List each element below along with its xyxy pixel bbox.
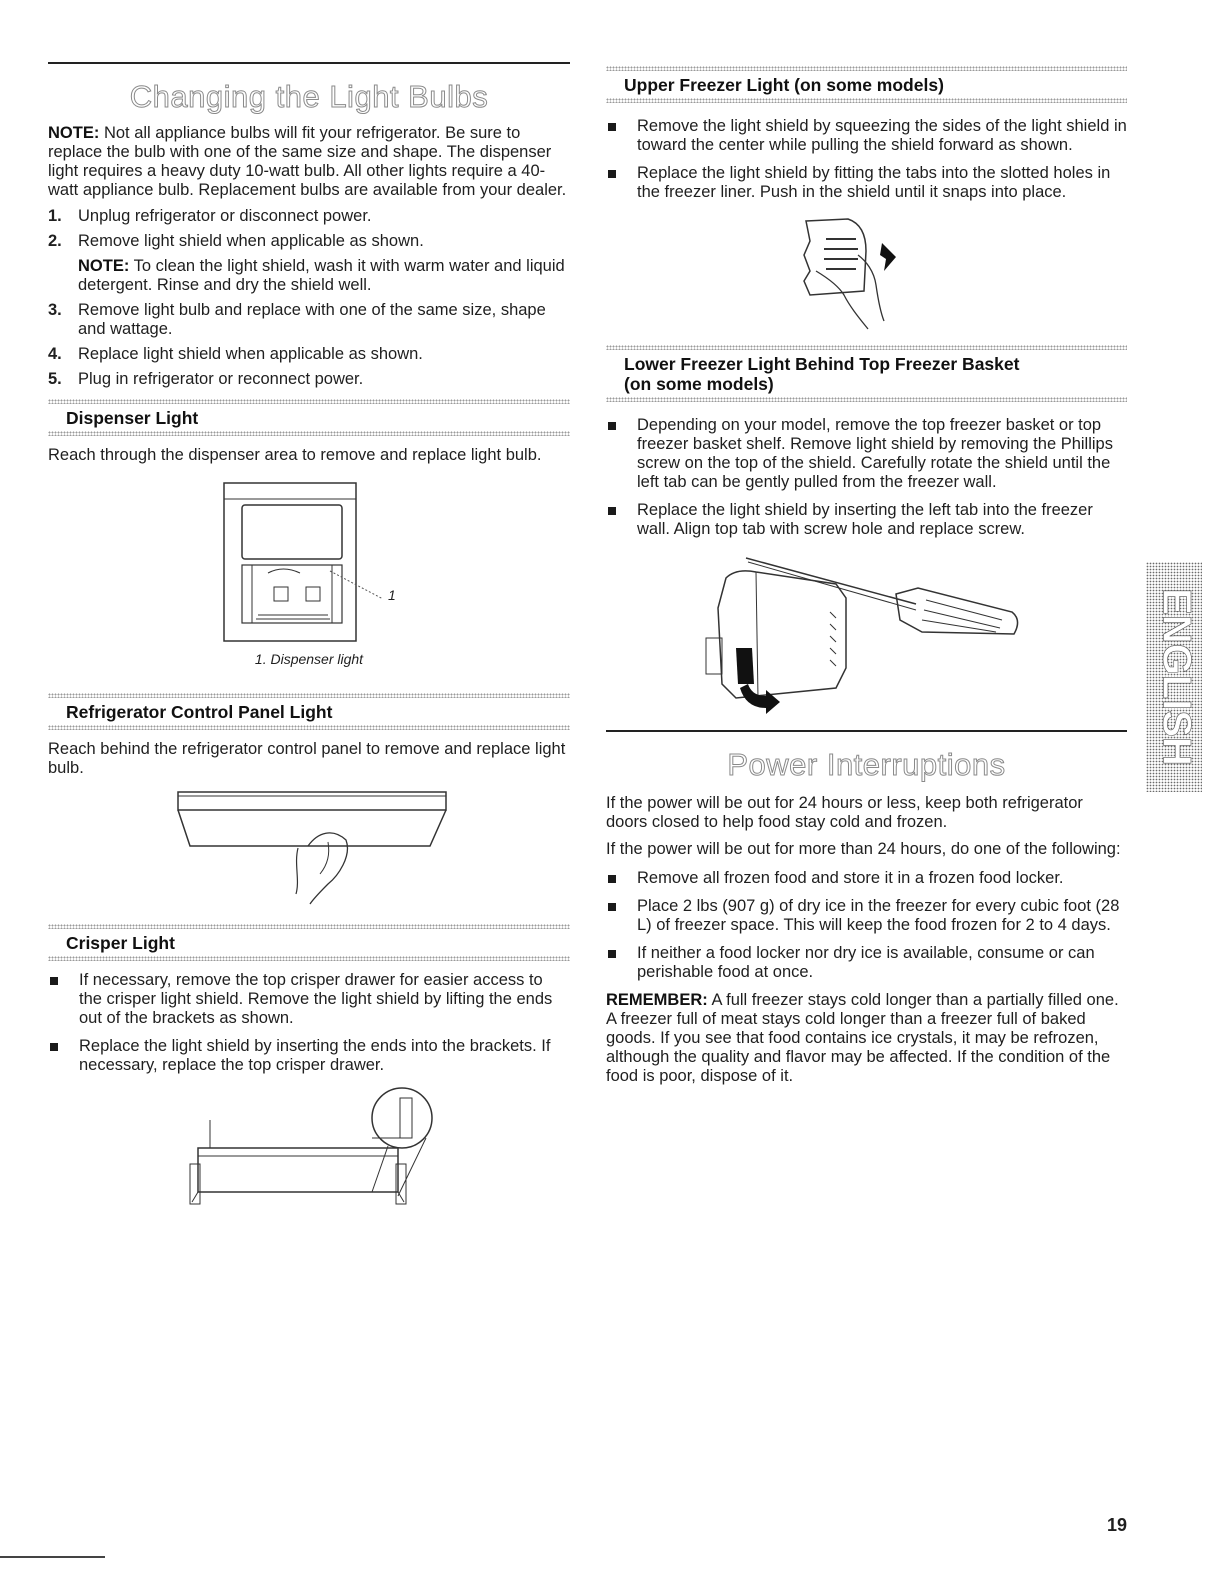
lower-freezer-bullets	[606, 416, 1127, 539]
bullet-text: Remove the light shield by squeezing the sides of the light shield in toward the center while pulling the shield forward as shown.	[637, 117, 1127, 154]
step-item	[48, 345, 570, 364]
section-rule	[48, 62, 570, 64]
bullet-item	[606, 897, 1127, 935]
bullet-text: Depending on your model, remove the top freezer basket or top freezer basket shelf. Remove light shield by removing the Phillips screw on the top of the shield. Carefully rotate the shield until the left tab can be gently pulled from the freezer wall.	[637, 416, 1113, 491]
crisper-light-title: Crisper Light	[66, 933, 175, 953]
bullet-square-icon	[606, 416, 637, 492]
power-bullets	[606, 869, 1127, 982]
dotted-rule	[48, 431, 570, 436]
right-column	[606, 66, 1127, 1086]
crisper-light-header	[48, 924, 570, 961]
step-note-text: To clean the light shield, wash it with warm water and liquid detergent. Rinse and dry the shield well.	[78, 257, 565, 294]
remember-label: REMEMBER:	[606, 991, 708, 1009]
title-line: (on some models)	[624, 374, 774, 394]
bullet-text: Replace the light shield by inserting the left tab into the freezer wall. Align top tab with screw hole and replace screw.	[637, 501, 1093, 538]
note-label: NOTE:	[48, 124, 100, 142]
bullet-text: Place 2 lbs (907 g) of dry ice in the freezer for every cubic foot (28 L) of freezer space. This will keep the food frozen for 2 to 4 days.	[637, 897, 1120, 934]
step-text: Replace light shield when applicable as shown.	[78, 345, 423, 363]
upper-freezer-illustration	[786, 211, 986, 335]
bullet-square-icon	[606, 869, 637, 888]
control-panel-diagram	[168, 784, 468, 912]
steps-list	[48, 207, 570, 251]
upper-freezer-bullets	[606, 117, 1127, 202]
bullet-item	[606, 164, 1127, 202]
step-item	[48, 207, 570, 226]
bullet-item	[606, 416, 1127, 492]
upper-freezer-diagram	[786, 211, 986, 335]
callout-number: 1	[388, 587, 396, 603]
bullet-square-icon	[48, 971, 79, 1028]
bullet-square-icon	[606, 944, 637, 982]
left-column	[48, 62, 570, 1214]
step-item	[48, 232, 570, 251]
bullet-item	[606, 944, 1127, 982]
bullet-square-icon	[606, 501, 637, 539]
side-tab-label: ENGLISH	[1154, 588, 1199, 766]
page-number: 19	[1106, 1515, 1127, 1535]
crisper-bullets	[48, 971, 570, 1075]
step-number: 4.	[48, 345, 62, 363]
bullet-item	[606, 501, 1127, 539]
power-paragraph: If the power will be out for 24 hours or less, keep both refrigerator doors closed to help food stay cold and frozen.	[606, 794, 1083, 831]
dotted-rule	[606, 397, 1127, 402]
bullet-text: Remove all frozen food and store it in a frozen food locker.	[637, 869, 1064, 887]
step-text: Unplug refrigerator or disconnect power.	[78, 207, 372, 225]
bullet-item	[48, 971, 570, 1028]
power-paragraph: If the power will be out for more than 24 hours, do one of the following:	[606, 840, 1121, 858]
bullet-item	[606, 869, 1127, 888]
lower-freezer-illustration	[696, 548, 1036, 718]
control-panel-illustration	[168, 784, 468, 912]
remember-paragraph	[606, 991, 1127, 1086]
dispenser-light-header	[48, 399, 570, 436]
crisper-diagram	[188, 1084, 488, 1214]
bullet-item	[48, 1037, 570, 1075]
bullet-square-icon	[606, 164, 637, 202]
step-text: Plug in refrigerator or reconnect power.	[78, 370, 364, 388]
bullet-item	[606, 117, 1127, 155]
section-title-power-interruptions: Power Interruptions	[727, 747, 1006, 782]
english-tab-graphic	[1146, 562, 1202, 792]
step-note	[78, 257, 570, 295]
dispenser-caption: 1. Dispenser light	[254, 651, 364, 667]
step-item	[48, 370, 570, 389]
steps-list-continued	[48, 301, 570, 389]
section-title-light-bulbs: Changing the Light Bulbs	[129, 79, 489, 114]
lower-freezer-diagram	[696, 548, 1036, 718]
control-panel-light-title: Refrigerator Control Panel Light	[66, 702, 333, 722]
control-panel-light-header	[48, 693, 570, 730]
crisper-illustration	[188, 1084, 488, 1214]
step-number: 3.	[48, 301, 62, 319]
step-number: 1.	[48, 207, 62, 225]
title-line: Lower Freezer Light Behind Top Freezer Basket	[624, 354, 1020, 374]
dispenser-illustration	[208, 475, 508, 645]
bullet-text: Replace the light shield by inserting the ends into the brackets. If necessary, replace the top crisper drawer.	[79, 1037, 551, 1074]
dotted-rule	[606, 98, 1127, 103]
dotted-rule	[48, 956, 570, 961]
step-number: 2.	[48, 232, 62, 250]
bullet-square-icon	[48, 1037, 79, 1075]
bullet-square-icon	[606, 117, 637, 155]
upper-freezer-light-header	[606, 66, 1127, 103]
step-text: Remove light bulb and replace with one of the same size, shape and wattage.	[78, 301, 546, 338]
upper-freezer-light-title: Upper Freezer Light (on some models)	[624, 75, 944, 95]
step-note-label: NOTE:	[78, 257, 130, 275]
bullet-text: If neither a food locker nor dry ice is available, consume or can perishable food at once.	[637, 944, 1095, 981]
step-item	[48, 301, 570, 339]
bullet-text: If necessary, remove the top crisper drawer for easier access to the crisper light shield. Remove the light shield by lifting the ends out of the brackets as shown.	[79, 971, 553, 1027]
lower-freezer-light-header	[606, 345, 1127, 402]
bullet-text: Replace the light shield by fitting the tabs into the slotted holes in the freezer liner. Push in the shield until it snaps into place.	[637, 164, 1111, 201]
lower-freezer-light-title	[606, 350, 1127, 397]
dotted-rule	[48, 725, 570, 730]
control-panel-light-text: Reach behind the refrigerator control panel to remove and replace light bulb.	[48, 740, 566, 777]
section-rule	[606, 730, 1127, 732]
note-paragraph	[48, 124, 570, 200]
dispenser-light-title: Dispenser Light	[66, 408, 199, 428]
note-text: Not all appliance bulbs will fit your refrigerator. Be sure to replace the bulb with one of the same size and shape. The dispenser light requires a heavy duty 10-watt bulb. All other lights require a 40-watt appliance bulb. Replacement bulbs are available from your dealer.	[48, 124, 567, 199]
bullet-square-icon	[606, 897, 637, 935]
dispenser-diagram	[208, 475, 508, 645]
step-text: Remove light shield when applicable as shown.	[78, 232, 424, 250]
language-side-tab	[1146, 562, 1202, 792]
footer-rule	[0, 1556, 105, 1558]
remember-text: A full freezer stays cold longer than a partially filled one. A freezer full of meat stays cold longer than a freezer full of baked goods. If you see that food contains ice crystals, it may be refrozen, although the quality and flavor may be affected. If the condition of the food is poor, dispose of it.	[606, 991, 1119, 1085]
step-number: 5.	[48, 370, 62, 388]
dispenser-light-text: Reach through the dispenser area to remove and replace light bulb.	[48, 446, 542, 464]
